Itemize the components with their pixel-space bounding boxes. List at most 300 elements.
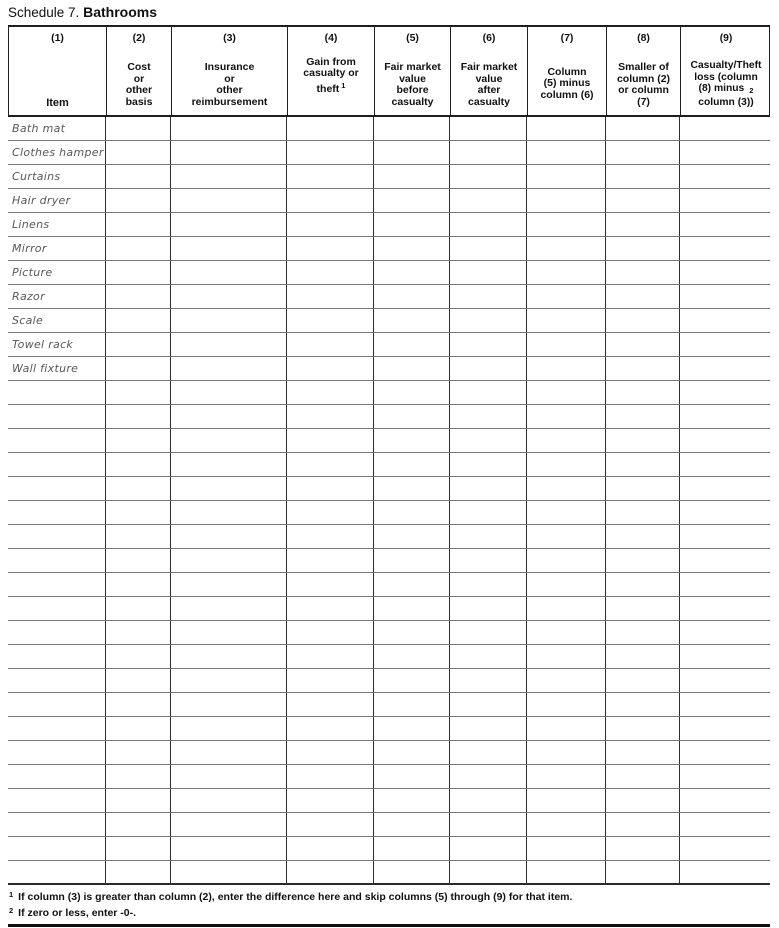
entry-cell — [106, 261, 171, 284]
footnote-2-text: If zero or less, enter -0-. — [18, 907, 137, 919]
footnotes — [8, 888, 770, 920]
entry-cell — [287, 621, 374, 644]
table-row — [8, 165, 770, 189]
entry-cell — [680, 261, 770, 284]
entry-cell — [527, 573, 606, 596]
item-cell — [8, 621, 106, 644]
entry-cell — [680, 117, 770, 140]
entry-cell — [106, 693, 171, 716]
entry-cell — [606, 333, 680, 356]
entry-cell — [171, 597, 287, 620]
entry-cell — [450, 597, 527, 620]
entry-cell — [527, 813, 606, 836]
entry-cell — [450, 645, 527, 668]
entry-cell — [287, 597, 374, 620]
item-cell — [8, 285, 106, 308]
footnote-reference: 2 — [749, 86, 754, 95]
table-row — [8, 813, 770, 837]
entry-cell — [171, 189, 287, 212]
entry-cell — [374, 477, 450, 500]
entry-cell — [527, 789, 606, 812]
entry-cell — [171, 717, 287, 740]
item-label: Mirror — [12, 242, 47, 255]
entry-cell — [106, 285, 171, 308]
item-label: Picture — [12, 266, 53, 279]
entry-cell — [106, 741, 171, 764]
entry-cell — [106, 525, 171, 548]
column-number: (7) — [560, 32, 574, 44]
entry-cell — [606, 141, 680, 164]
entry-cell — [606, 645, 680, 668]
table-row — [8, 621, 770, 645]
entry-cell — [680, 357, 770, 380]
form-page — [8, 0, 770, 927]
entry-cell — [374, 717, 450, 740]
entry-cell — [171, 741, 287, 764]
entry-cell — [171, 357, 287, 380]
entry-cell — [527, 717, 606, 740]
entry-cell — [527, 165, 606, 188]
item-cell — [8, 837, 106, 860]
entry-cell — [680, 837, 770, 860]
entry-cell — [606, 525, 680, 548]
table-row — [8, 669, 770, 693]
item-cell — [8, 189, 106, 212]
table-body — [8, 117, 770, 885]
entry-cell — [606, 165, 680, 188]
entry-cell — [680, 573, 770, 596]
entry-cell — [527, 213, 606, 236]
schedule-name: Bathrooms — [83, 4, 157, 20]
entry-cell — [171, 573, 287, 596]
entry-cell — [106, 477, 171, 500]
entry-cell — [606, 693, 680, 716]
table-row — [8, 645, 770, 669]
table-row — [8, 693, 770, 717]
entry-cell — [450, 669, 527, 692]
column-number: (1) — [51, 32, 64, 44]
entry-cell — [680, 525, 770, 548]
entry-cell — [450, 405, 527, 428]
entry-cell — [450, 765, 527, 788]
entry-cell — [287, 429, 374, 452]
entry-cell — [450, 621, 527, 644]
entry-cell — [106, 381, 171, 404]
entry-cell — [680, 477, 770, 500]
item-cell — [8, 597, 106, 620]
entry-cell — [171, 477, 287, 500]
entry-cell — [374, 261, 450, 284]
entry-cell — [527, 333, 606, 356]
entry-cell — [374, 525, 450, 548]
table-row — [8, 213, 770, 237]
item-cell — [8, 213, 106, 236]
entry-cell — [680, 693, 770, 716]
entry-cell — [527, 141, 606, 164]
entry-cell — [287, 645, 374, 668]
item-cell — [8, 741, 106, 764]
entry-cell — [450, 501, 527, 524]
item-cell — [8, 429, 106, 452]
table-row — [8, 717, 770, 741]
entry-cell — [287, 549, 374, 572]
item-cell — [8, 789, 106, 812]
table-row — [8, 381, 770, 405]
column-label: Item — [46, 96, 69, 109]
item-cell — [8, 861, 106, 883]
entry-cell — [106, 189, 171, 212]
entry-cell — [450, 381, 527, 404]
entry-cell — [374, 765, 450, 788]
entry-cell — [680, 765, 770, 788]
entry-cell — [680, 165, 770, 188]
entry-cell — [450, 717, 527, 740]
item-label: Bath mat — [12, 122, 66, 135]
column-number: (4) — [324, 32, 338, 44]
column-header-5 — [375, 27, 451, 115]
entry-cell — [374, 141, 450, 164]
column-header-1 — [9, 27, 107, 115]
entry-cell — [680, 309, 770, 332]
column-number: (8) — [637, 32, 650, 44]
entry-cell — [287, 717, 374, 740]
entry-cell — [374, 645, 450, 668]
entry-cell — [450, 525, 527, 548]
entry-cell — [374, 357, 450, 380]
item-cell — [8, 525, 106, 548]
item-label: Razor — [12, 290, 45, 303]
item-cell — [8, 693, 106, 716]
entry-cell — [374, 213, 450, 236]
entry-cell — [374, 837, 450, 860]
entry-cell — [606, 213, 680, 236]
entry-cell — [106, 141, 171, 164]
table-header-row — [8, 25, 770, 117]
entry-cell — [287, 693, 374, 716]
entry-cell — [527, 597, 606, 620]
entry-cell — [374, 381, 450, 404]
footnote-1 — [8, 888, 770, 904]
entry-cell — [680, 285, 770, 308]
column-number: (5) — [406, 32, 419, 44]
entry-cell — [374, 309, 450, 332]
item-cell — [8, 813, 106, 836]
column-header-9 — [681, 27, 771, 115]
table-row — [8, 117, 770, 141]
entry-cell — [374, 597, 450, 620]
entry-cell — [527, 549, 606, 572]
column-header-6 — [451, 27, 528, 115]
entry-cell — [171, 789, 287, 812]
entry-cell — [680, 717, 770, 740]
table-row — [8, 837, 770, 861]
column-number: (2) — [132, 32, 146, 44]
entry-cell — [606, 237, 680, 260]
entry-cell — [171, 813, 287, 836]
column-label: Insurance or other reimbursement — [191, 61, 268, 108]
entry-cell — [287, 333, 374, 356]
entry-cell — [287, 165, 374, 188]
entry-cell — [374, 237, 450, 260]
entry-cell — [527, 429, 606, 452]
entry-cell — [450, 549, 527, 572]
entry-cell — [171, 333, 287, 356]
entry-cell — [106, 237, 171, 260]
entry-cell — [287, 357, 374, 380]
footnote-2-marker: 2 — [9, 906, 14, 915]
entry-cell — [287, 789, 374, 812]
entry-cell — [106, 453, 171, 476]
entry-cell — [450, 141, 527, 164]
table-row — [8, 597, 770, 621]
entry-cell — [606, 669, 680, 692]
entry-cell — [106, 717, 171, 740]
entry-cell — [527, 837, 606, 860]
entry-cell — [287, 813, 374, 836]
column-label: Fair market value after casualty — [460, 61, 518, 108]
entry-cell — [680, 453, 770, 476]
entry-cell — [680, 549, 770, 572]
table-row — [8, 453, 770, 477]
casualty-loss-table — [8, 25, 770, 885]
entry-cell — [606, 501, 680, 524]
entry-cell — [450, 477, 527, 500]
entry-cell — [450, 741, 527, 764]
item-cell — [8, 453, 106, 476]
entry-cell — [287, 189, 374, 212]
table-row — [8, 549, 770, 573]
item-cell — [8, 381, 106, 404]
entry-cell — [606, 381, 680, 404]
item-label: Wall fixture — [12, 362, 79, 375]
column-number: (6) — [482, 32, 496, 44]
entry-cell — [680, 501, 770, 524]
item-cell — [8, 573, 106, 596]
entry-cell — [106, 645, 171, 668]
entry-cell — [106, 501, 171, 524]
entry-cell — [527, 477, 606, 500]
item-label: Towel rack — [12, 338, 74, 351]
entry-cell — [527, 381, 606, 404]
table-row — [8, 429, 770, 453]
entry-cell — [680, 141, 770, 164]
table-row — [8, 333, 770, 357]
table-row — [8, 573, 770, 597]
item-label: Clothes hamper — [12, 146, 104, 159]
entry-cell — [374, 573, 450, 596]
entry-cell — [287, 669, 374, 692]
entry-cell — [374, 189, 450, 212]
column-label: Fair market value before casualty — [384, 61, 441, 108]
bottom-rule — [8, 924, 770, 927]
entry-cell — [527, 669, 606, 692]
entry-cell — [450, 693, 527, 716]
table-row — [8, 477, 770, 501]
entry-cell — [171, 645, 287, 668]
entry-cell — [680, 741, 770, 764]
entry-cell — [171, 837, 287, 860]
entry-cell — [374, 285, 450, 308]
entry-cell — [680, 189, 770, 212]
entry-cell — [171, 765, 287, 788]
page-title — [8, 4, 770, 21]
entry-cell — [527, 501, 606, 524]
item-cell — [8, 477, 106, 500]
entry-cell — [450, 813, 527, 836]
entry-cell — [527, 285, 606, 308]
table-row — [8, 261, 770, 285]
entry-cell — [374, 165, 450, 188]
entry-cell — [450, 117, 527, 140]
item-cell — [8, 357, 106, 380]
entry-cell — [606, 717, 680, 740]
item-label: Curtains — [12, 170, 61, 183]
entry-cell — [171, 117, 287, 140]
entry-cell — [287, 765, 374, 788]
table-row — [8, 237, 770, 261]
entry-cell — [527, 693, 606, 716]
entry-cell — [106, 549, 171, 572]
item-cell — [8, 669, 106, 692]
table-row — [8, 741, 770, 765]
entry-cell — [606, 189, 680, 212]
entry-cell — [606, 477, 680, 500]
entry-cell — [680, 381, 770, 404]
entry-cell — [606, 789, 680, 812]
entry-cell — [287, 477, 374, 500]
entry-cell — [106, 669, 171, 692]
item-cell — [8, 261, 106, 284]
item-cell — [8, 237, 106, 260]
entry-cell — [287, 213, 374, 236]
column-label: Column (5) minus column (6) — [540, 65, 594, 101]
table-row — [8, 861, 770, 885]
entry-cell — [287, 381, 374, 404]
item-cell — [8, 117, 106, 140]
entry-cell — [374, 813, 450, 836]
entry-cell — [106, 165, 171, 188]
entry-cell — [171, 405, 287, 428]
column-label: Gain from casualty or theft $^1$ — [303, 55, 359, 95]
column-header-3 — [172, 27, 288, 115]
entry-cell — [450, 837, 527, 860]
entry-cell — [171, 861, 287, 883]
entry-cell — [374, 789, 450, 812]
item-cell — [8, 309, 106, 332]
entry-cell — [374, 333, 450, 356]
entry-cell — [287, 405, 374, 428]
table-row — [8, 189, 770, 213]
entry-cell — [106, 429, 171, 452]
column-number: (9) — [719, 33, 733, 44]
entry-cell — [374, 429, 450, 452]
entry-cell — [171, 621, 287, 644]
entry-cell — [606, 765, 680, 788]
entry-cell — [606, 861, 680, 883]
entry-cell — [171, 309, 287, 332]
entry-cell — [287, 501, 374, 524]
entry-cell — [450, 165, 527, 188]
entry-cell — [106, 405, 171, 428]
entry-cell — [450, 357, 527, 380]
item-label: Scale — [12, 314, 44, 327]
entry-cell — [287, 837, 374, 860]
entry-cell — [106, 765, 171, 788]
entry-cell — [287, 261, 374, 284]
entry-cell — [106, 213, 171, 236]
entry-cell — [171, 261, 287, 284]
entry-cell — [287, 309, 374, 332]
entry-cell — [287, 861, 374, 883]
entry-cell — [106, 357, 171, 380]
entry-cell — [374, 861, 450, 883]
table-row — [8, 405, 770, 429]
entry-cell — [287, 453, 374, 476]
entry-cell — [527, 525, 606, 548]
column-label: Casualty/Theft loss (column (8) minus 2 column (3)) — [690, 60, 762, 108]
column-header-8 — [607, 27, 681, 115]
entry-cell — [374, 453, 450, 476]
footnote-1-text: If column (3) is greater than column (2), enter the difference here and skip columns (5) through (9) for that item. — [18, 891, 573, 903]
entry-cell — [606, 741, 680, 764]
entry-cell — [106, 837, 171, 860]
item-cell — [8, 765, 106, 788]
entry-cell — [287, 525, 374, 548]
entry-cell — [287, 141, 374, 164]
entry-cell — [527, 309, 606, 332]
table-row — [8, 357, 770, 381]
entry-cell — [106, 861, 171, 883]
entry-cell — [450, 789, 527, 812]
entry-cell — [606, 117, 680, 140]
item-cell — [8, 549, 106, 572]
entry-cell — [680, 405, 770, 428]
column-label: Smaller of column (2) or column (7) — [616, 61, 671, 108]
entry-cell — [450, 189, 527, 212]
entry-cell — [680, 861, 770, 883]
entry-cell — [171, 669, 287, 692]
entry-cell — [374, 405, 450, 428]
entry-cell — [606, 573, 680, 596]
entry-cell — [106, 813, 171, 836]
entry-cell — [287, 237, 374, 260]
entry-cell — [171, 429, 287, 452]
entry-cell — [171, 381, 287, 404]
entry-cell — [450, 573, 527, 596]
entry-cell — [450, 861, 527, 883]
entry-cell — [450, 309, 527, 332]
item-cell — [8, 717, 106, 740]
table-row — [8, 765, 770, 789]
entry-cell — [374, 501, 450, 524]
entry-cell — [171, 693, 287, 716]
entry-cell — [680, 237, 770, 260]
entry-cell — [527, 861, 606, 883]
entry-cell — [106, 573, 171, 596]
entry-cell — [450, 429, 527, 452]
entry-cell — [606, 549, 680, 572]
table-row — [8, 285, 770, 309]
entry-cell — [374, 693, 450, 716]
entry-cell — [374, 549, 450, 572]
table-row — [8, 141, 770, 165]
entry-cell — [680, 813, 770, 836]
table-row — [8, 525, 770, 549]
item-label: Linens — [12, 218, 50, 231]
entry-cell — [450, 285, 527, 308]
entry-cell — [171, 453, 287, 476]
footnote-reference: 1 — [341, 80, 346, 90]
